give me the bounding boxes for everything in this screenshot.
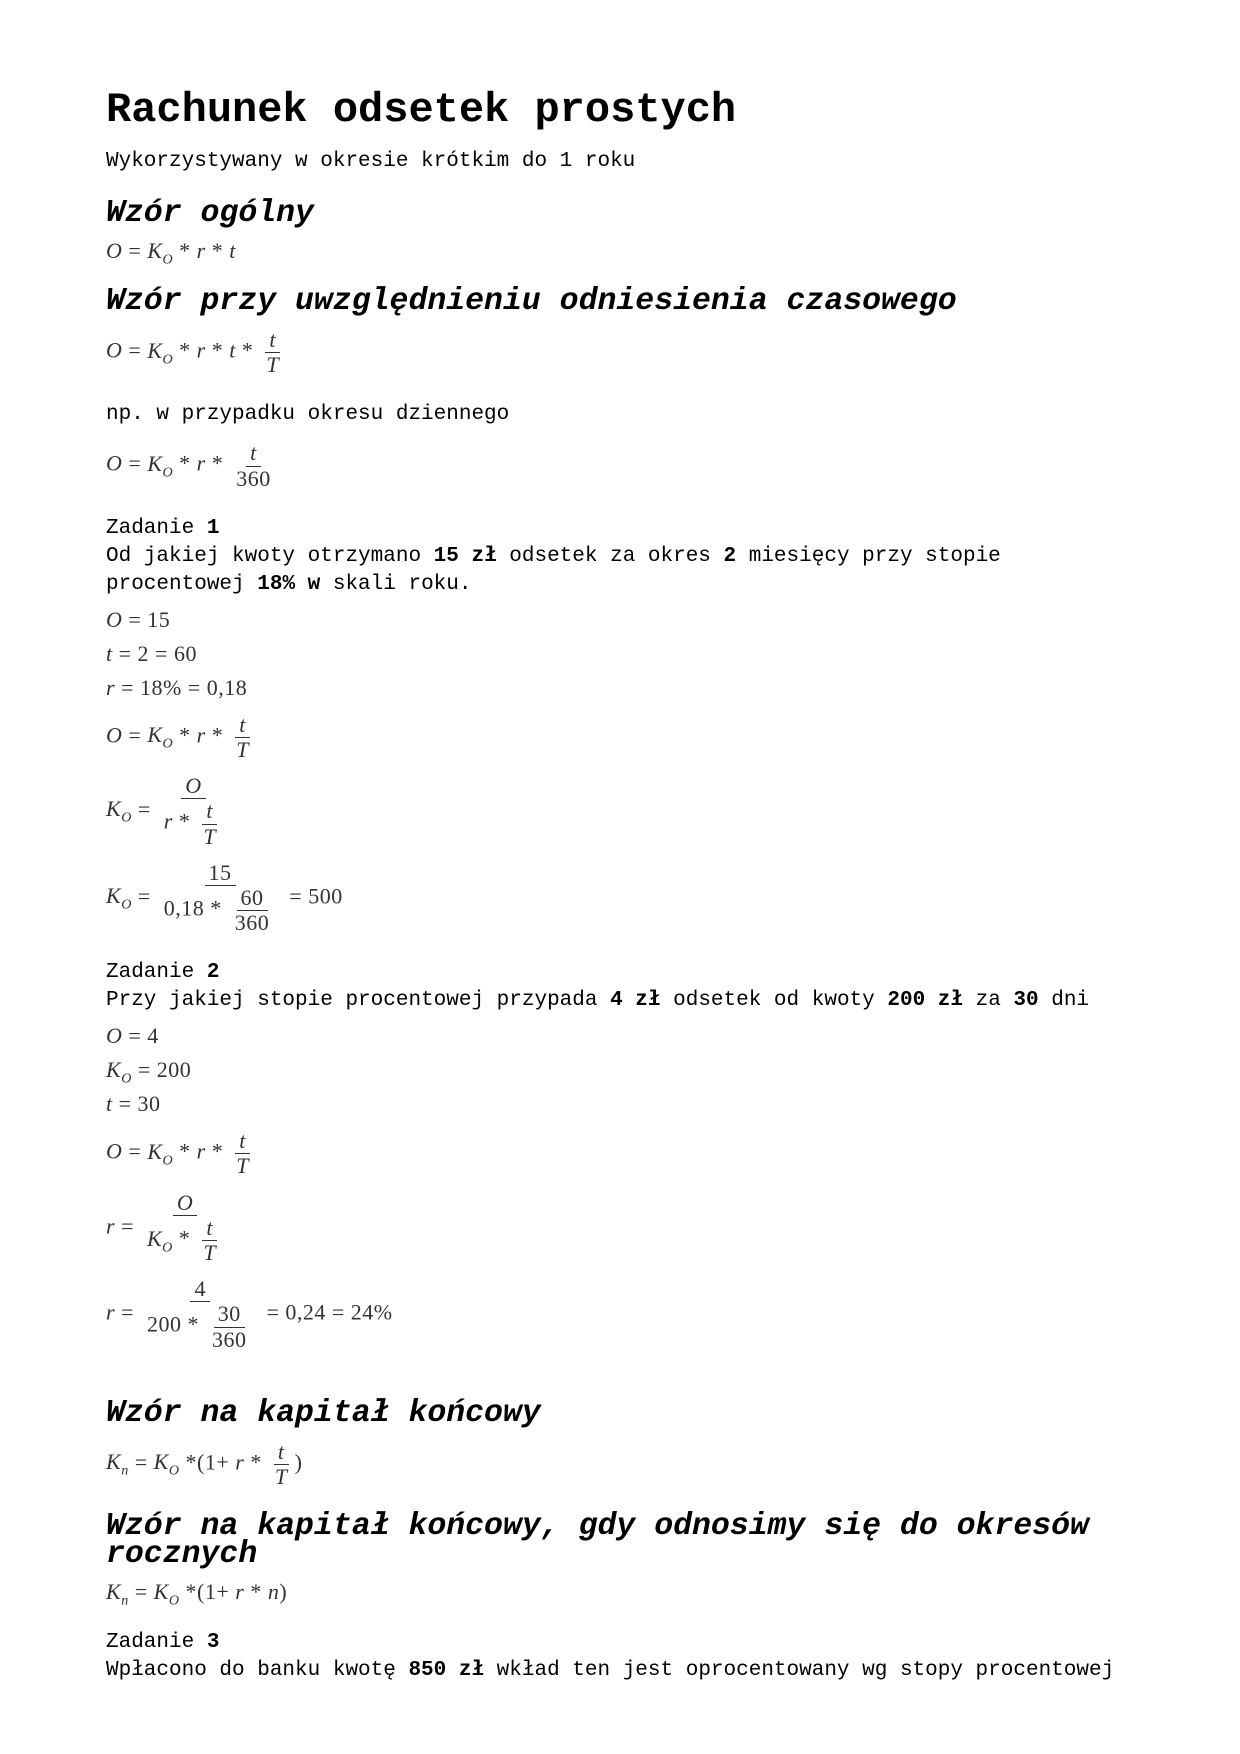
task2-description-line1 (106, 987, 1170, 1015)
task1-given-rate: r = 18% = 0,18 (106, 674, 248, 700)
heading-final-capital: Wzór na kapitał końcowy (106, 1395, 541, 1431)
task1-label: Zadanie (106, 516, 207, 540)
task1-number: 1 (206, 516, 220, 540)
task1-description-line1 (106, 543, 1170, 571)
task2-base-formula: $O = K_O * r$ * $\frac{t}{T}$ (106, 1128, 249, 1179)
text-run: dni (1038, 989, 1090, 1013)
task2-block (106, 959, 1170, 1015)
bold-value: 2 (723, 544, 737, 568)
text-run: odsetek od kwoty (660, 989, 888, 1013)
text-run: Wpłacono do banku kwotę (106, 1659, 409, 1683)
task1-heading (106, 515, 1170, 543)
text-run: procentowej (106, 572, 258, 596)
bold-value: 200 zł (887, 989, 963, 1013)
task1-given-time: t = 2 = 60 (106, 640, 197, 666)
task2-number: 2 (206, 961, 220, 985)
task1-description-line2 (106, 571, 1170, 599)
text-run: miesięcy przy stopie (736, 544, 1001, 568)
bold-value: 18% w (257, 572, 321, 596)
formula-time-reference: $O = K_O * r * t$ * $\frac{t}{T}$ (106, 327, 280, 378)
task3-number: 3 (206, 1631, 220, 1655)
text-run: wkład ten jest oprocentowany wg stopy procentowej (484, 1659, 1115, 1683)
task2-given-time: t = 30 (106, 1091, 161, 1117)
task3-label: Zadanie (106, 1631, 207, 1655)
task1-block (106, 515, 1170, 599)
task2-result-formula: r = 4 200 * $\frac{30}{360}$ = 0,24 = 24% (106, 1276, 393, 1352)
task2-given-capital: $K_O = 200$ (106, 1057, 192, 1087)
task3-heading (106, 1629, 1170, 1657)
task2-transformed-formula: r = O $K_O$ * $\frac{t}{T}$ (106, 1189, 217, 1265)
task2-label: Zadanie (106, 961, 207, 985)
formula-general: $O = K_O * r * t$ (106, 238, 236, 268)
intro-text: Wykorzystywany w okresie krótkim do 1 roku (106, 150, 636, 173)
heading-time-reference: Wzór przy uwzględnieniu odniesienia czasowego (106, 284, 957, 319)
text-run: Przy jakiej stopie procentowej przypada (106, 989, 611, 1013)
daily-period-note: np. w przypadku okresu dziennego (106, 403, 510, 427)
task3-description-line1 (106, 1657, 1170, 1685)
formula-final-capital-annual: $K_n = K_O$ *(1+ r * n) (106, 1579, 288, 1609)
task1-result-formula: $K_O$ = 15 0,18 * $\frac{60}{360}$ = 500 (106, 859, 343, 936)
heading-general-formula: Wzór ogólny (106, 196, 314, 231)
document-title: Rachunek odsetek prostych (106, 86, 737, 134)
task1-given-interest: O = 15 (106, 606, 171, 632)
bold-value: 30 (1013, 989, 1039, 1013)
bold-value: 15 zł (433, 544, 497, 568)
bold-value: 4 zł (610, 989, 661, 1013)
text-run: odsetek za okres (496, 544, 724, 568)
text-run: Od jakiej kwoty otrzymano (106, 544, 434, 568)
task2-given-interest: O = 4 (106, 1023, 159, 1049)
task1-base-formula: $O = K_O * r$ * $\frac{t}{T}$ (106, 711, 249, 762)
formula-daily-period: $O = K_O * r$ * $\frac{t}{360}$ (106, 440, 271, 491)
task3-block (106, 1629, 1170, 1685)
heading-final-capital-annual: Wzór na kapitał końcowy, gdy odnosimy się do okresów rocznych (106, 1509, 1089, 1573)
text-run: za (962, 989, 1014, 1013)
task1-transformed-formula: $K_O$ = O r * $\frac{t}{T}$ (106, 773, 217, 849)
text-run: skali roku. (320, 572, 472, 596)
bold-value: 850 zł (408, 1659, 485, 1683)
formula-final-capital: $K_n = K_O$ *(1+ r * $\frac{t}{T}$ ) (106, 1438, 303, 1489)
task2-heading (106, 959, 1170, 987)
